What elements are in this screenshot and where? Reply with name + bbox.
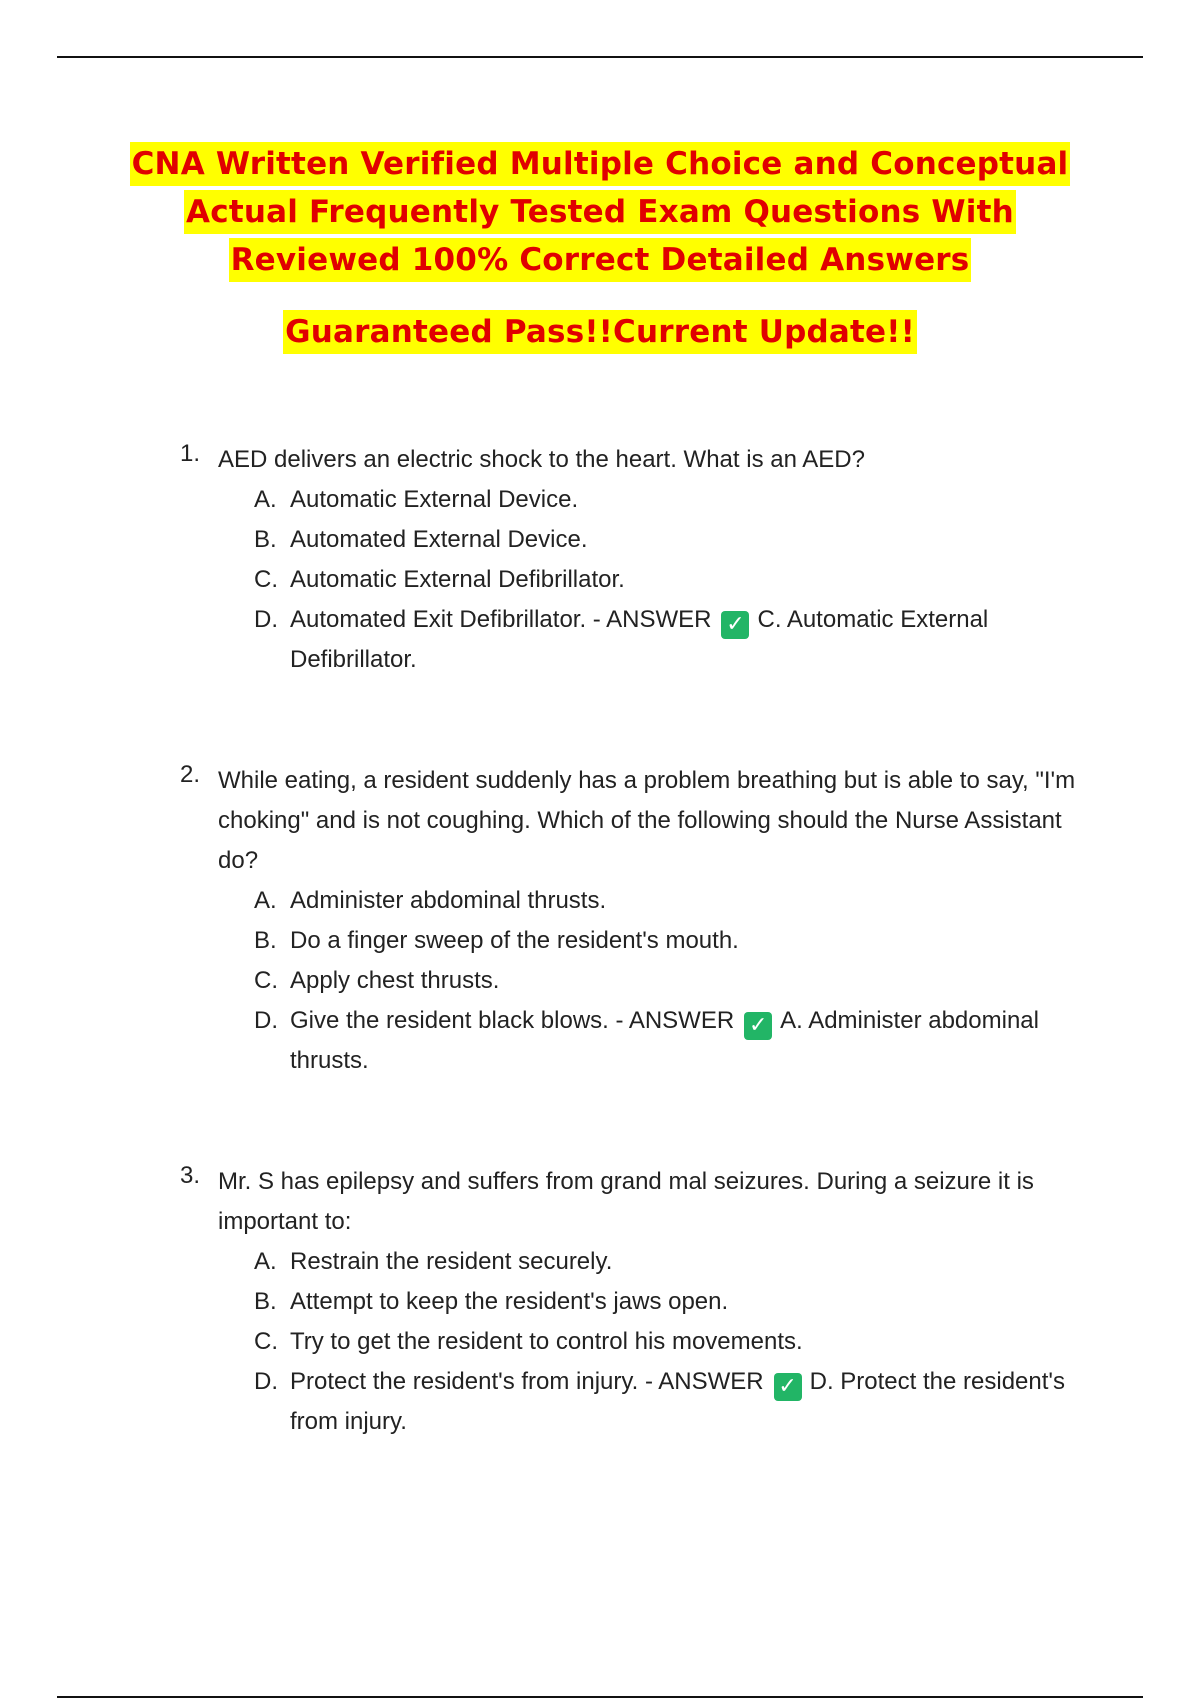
question-item — [180, 1162, 1080, 1442]
option-list — [254, 1242, 1080, 1442]
option-text: Try to get the resident to control his movements. — [290, 1328, 803, 1355]
question-text: AED delivers an electric shock to the heart. What is an AED? — [218, 446, 865, 473]
option-text: Apply chest thrusts. — [290, 967, 500, 994]
question-item — [180, 440, 1080, 680]
check-box-icon: ✓ — [744, 1012, 772, 1040]
option-item — [254, 921, 1080, 961]
option-letter: A. — [254, 486, 277, 513]
option-letter: B. — [254, 1288, 277, 1315]
option-item — [254, 480, 1080, 520]
question-item — [180, 761, 1080, 1081]
answer-text: D. Protect the resident's from injury. — [290, 1368, 1065, 1435]
option-text: Do a finger sweep of the resident's mouth. — [290, 927, 739, 954]
question-text: Mr. S has epilepsy and suffers from grand mal seizures. During a seizure it is important to: — [218, 1168, 1034, 1235]
title-line: Reviewed 100% Correct Detailed Answers — [229, 238, 972, 282]
option-text: Restrain the resident securely. — [290, 1248, 613, 1275]
check-box-icon: ✓ — [721, 611, 749, 639]
option-text: Give the resident black blows. - ANSWER — [290, 1007, 735, 1034]
option-text: Automated External Device. — [290, 526, 588, 553]
option-letter: D. — [254, 1007, 278, 1034]
option-item — [254, 520, 1080, 560]
option-item — [254, 961, 1080, 1001]
answer-text: A. Administer abdominal thrusts. — [290, 1007, 1039, 1074]
option-list — [254, 881, 1080, 1081]
option-item — [254, 1282, 1080, 1322]
question-number: 1. — [180, 440, 201, 467]
document-title — [60, 140, 1140, 356]
option-item — [254, 881, 1080, 921]
option-text: Automatic External Device. — [290, 486, 579, 513]
option-item — [254, 560, 1080, 600]
title-line: Actual Frequently Tested Exam Questions With — [184, 190, 1016, 234]
option-letter: D. — [254, 1368, 278, 1395]
option-text: Administer abdominal thrusts. — [290, 887, 607, 914]
option-letter: C. — [254, 967, 278, 994]
question-text: While eating, a resident suddenly has a problem breathing but is able to say, "I'm choking" and is not coughing. Which of the following should the Nurse Assistant do? — [218, 767, 1076, 874]
option-text: Protect the resident's from injury. - ANSWER — [290, 1368, 764, 1395]
option-item — [254, 1242, 1080, 1282]
bottom-rule — [57, 1696, 1143, 1698]
option-item — [254, 1001, 1080, 1081]
option-text: Attempt to keep the resident's jaws open. — [290, 1288, 729, 1315]
title-line: Guaranteed Pass!!Current Update!! — [283, 310, 917, 354]
title-line: CNA Written Verified Multiple Choice and Conceptual — [130, 142, 1071, 186]
answer-text: C. Automatic External Defibrillator. — [290, 606, 989, 673]
check-box-icon: ✓ — [774, 1373, 802, 1401]
option-list — [254, 480, 1080, 680]
question-number: 3. — [180, 1162, 201, 1189]
option-item — [254, 600, 1080, 680]
option-letter: B. — [254, 526, 277, 553]
option-letter: C. — [254, 1328, 278, 1355]
option-letter: B. — [254, 927, 277, 954]
option-letter: C. — [254, 566, 278, 593]
option-letter: D. — [254, 606, 278, 633]
top-rule — [57, 56, 1143, 58]
option-text: Automatic External Defibrillator. — [290, 566, 625, 593]
option-item — [254, 1362, 1080, 1442]
question-list — [180, 440, 1080, 1523]
option-letter: A. — [254, 1248, 277, 1275]
option-item — [254, 1322, 1080, 1362]
question-number: 2. — [180, 761, 201, 788]
option-letter: A. — [254, 887, 277, 914]
option-text: Automated Exit Defibrillator. - ANSWER — [290, 606, 712, 633]
